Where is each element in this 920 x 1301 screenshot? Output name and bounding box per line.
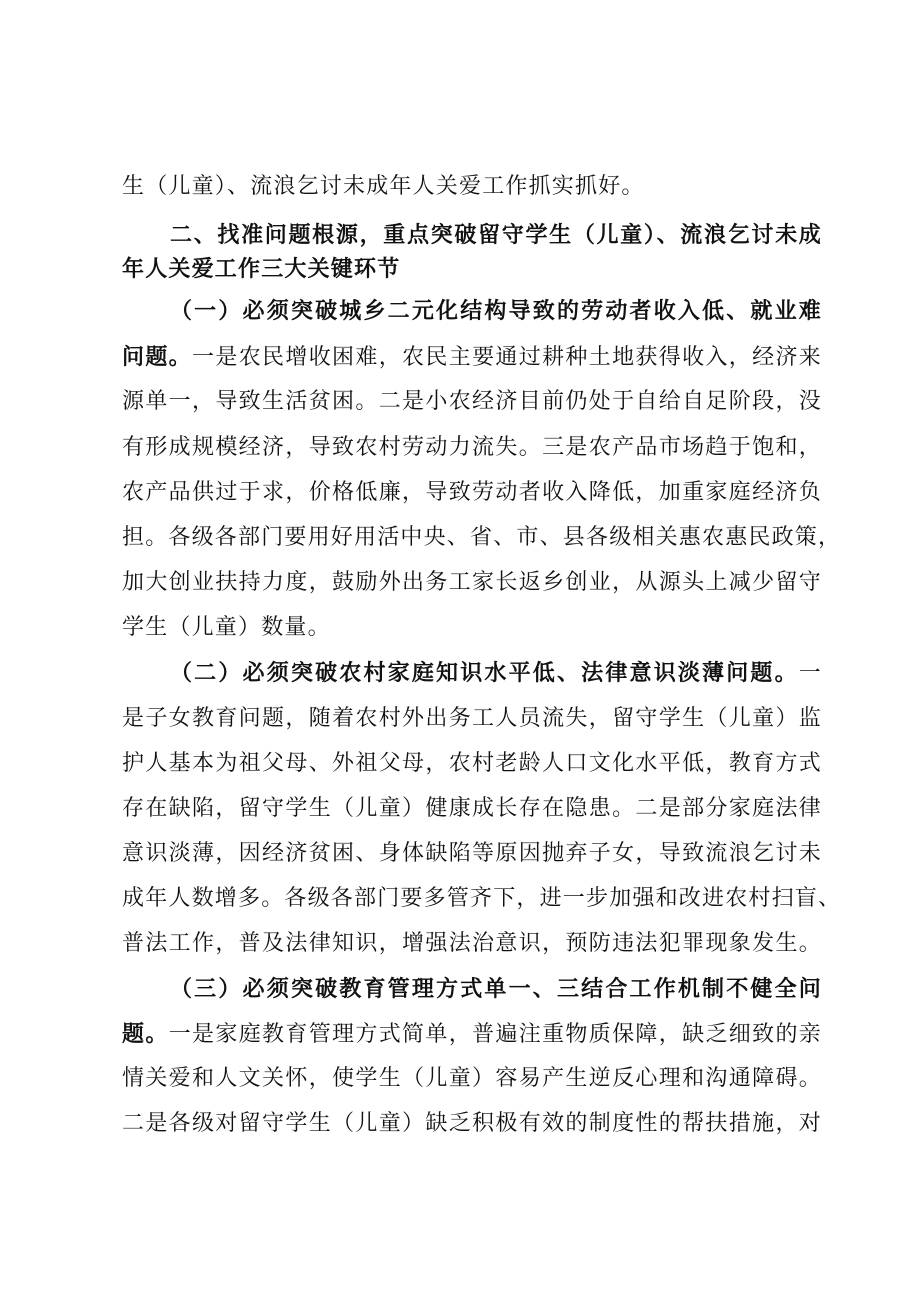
item1-body-text-4: 有形成规模经济，导致农村劳动力流失。三是农产品市场趋于饱和， bbox=[122, 435, 822, 460]
item2-line-7 bbox=[122, 929, 822, 959]
item3-line-2 bbox=[122, 1020, 822, 1050]
item3-title-line-1 bbox=[170, 975, 822, 1005]
item2-body-text-7: 普法工作，普及法律知识，增强法治意识，预防违法犯罪现象发生。 bbox=[122, 931, 822, 956]
item1-title-text-1: （一）必须突破城乡二元化结构导致的劳动者收入低、就业难 bbox=[170, 299, 822, 324]
item1-line-2 bbox=[122, 343, 822, 373]
item1-title-text-2: 问题。 bbox=[122, 345, 193, 370]
paragraph-continuation bbox=[122, 172, 822, 202]
item2-line-5 bbox=[122, 839, 822, 869]
item2-body-text-3: 护人基本为祖父母、外祖父母，农村老龄人口文化水平低，教育方式 bbox=[122, 751, 822, 776]
continuation-text: 生（儿童）、流浪乞讨未成年人关爱工作抓实抓好。 bbox=[122, 174, 645, 199]
item1-line-8 bbox=[122, 613, 822, 643]
item2-line-6 bbox=[122, 884, 842, 914]
item2-title-text: （二）必须突破农村家庭知识水平低、法律意识淡薄问题。 bbox=[170, 661, 799, 686]
item1-body-text-5: 农产品供过于求，价格低廉，导致劳动者收入降低，加重家庭经济负 bbox=[122, 480, 822, 505]
item1-body-text-8: 学生（儿童）数量。 bbox=[122, 615, 331, 640]
item1-line-5 bbox=[122, 478, 822, 508]
item3-title-text-1: （三）必须突破教育管理方式单一、三结合工作机制不健全问 bbox=[170, 977, 822, 1002]
item3-body-text-3: 情关爱和人文关怀，使学生（儿童）容易产生逆反心理和沟通障碍。 bbox=[122, 1066, 822, 1091]
section-heading-text-1: 二、找准问题根源，重点突破留守学生（儿童）、流浪乞讨未成 bbox=[170, 223, 822, 248]
item2-line-4 bbox=[122, 794, 822, 824]
item2-line-3 bbox=[122, 749, 822, 779]
item3-line-3 bbox=[122, 1064, 822, 1094]
item1-line-3 bbox=[122, 387, 822, 417]
item1-title-line-1 bbox=[170, 297, 822, 327]
item1-line-7 bbox=[122, 568, 822, 598]
item2-body-text-6: 成年人数增多。各级各部门要多管齐下，进一步加强和改进农村扫盲、 bbox=[122, 886, 842, 911]
item1-body-text-6: 担。各级各部门要用好用活中央、省、市、县各级相关惠农惠民政策， bbox=[122, 525, 842, 550]
item2-body-text-2: 是子女教育问题，随着农村外出务工人员流失，留守学生（儿童）监 bbox=[122, 706, 822, 731]
item1-body-text-2: 一是农民增收困难，农民主要通过耕种土地获得收入，经济来 bbox=[192, 345, 822, 370]
item1-line-4 bbox=[122, 433, 822, 463]
section-heading-line-1 bbox=[170, 221, 822, 251]
item2-body-text-4: 存在缺陷，留守学生（儿童）健康成长存在隐患。二是部分家庭法律 bbox=[122, 796, 822, 821]
section-heading-line-2 bbox=[122, 255, 822, 285]
section-heading-text-2: 年人关爱工作三大关键环节 bbox=[122, 257, 401, 282]
item3-line-4 bbox=[122, 1109, 822, 1139]
item3-title-text-2: 题。 bbox=[122, 1022, 169, 1047]
item2-body-text-5: 意识淡薄，因经济贫困、身体缺陷等原因抛弃子女，导致流浪乞讨未 bbox=[122, 841, 822, 866]
item3-body-text-4: 二是各级对留守学生（儿童）缺乏积极有效的制度性的帮扶措施，对 bbox=[122, 1111, 822, 1136]
item1-line-6 bbox=[122, 523, 842, 553]
item2-line-1 bbox=[170, 659, 822, 689]
item3-body-text-2: 一是家庭教育管理方式简单，普遍注重物质保障，缺乏细致的亲 bbox=[168, 1022, 822, 1047]
item1-body-text-7: 加大创业扶持力度，鼓励外出务工家长返乡创业，从源头上减少留守 bbox=[122, 570, 822, 595]
item2-line-2 bbox=[122, 704, 822, 734]
item2-body-text-1: 一 bbox=[798, 661, 822, 686]
item1-body-text-3: 源单一，导致生活贫困。二是小农经济目前仍处于自给自足阶段，没 bbox=[122, 389, 822, 414]
